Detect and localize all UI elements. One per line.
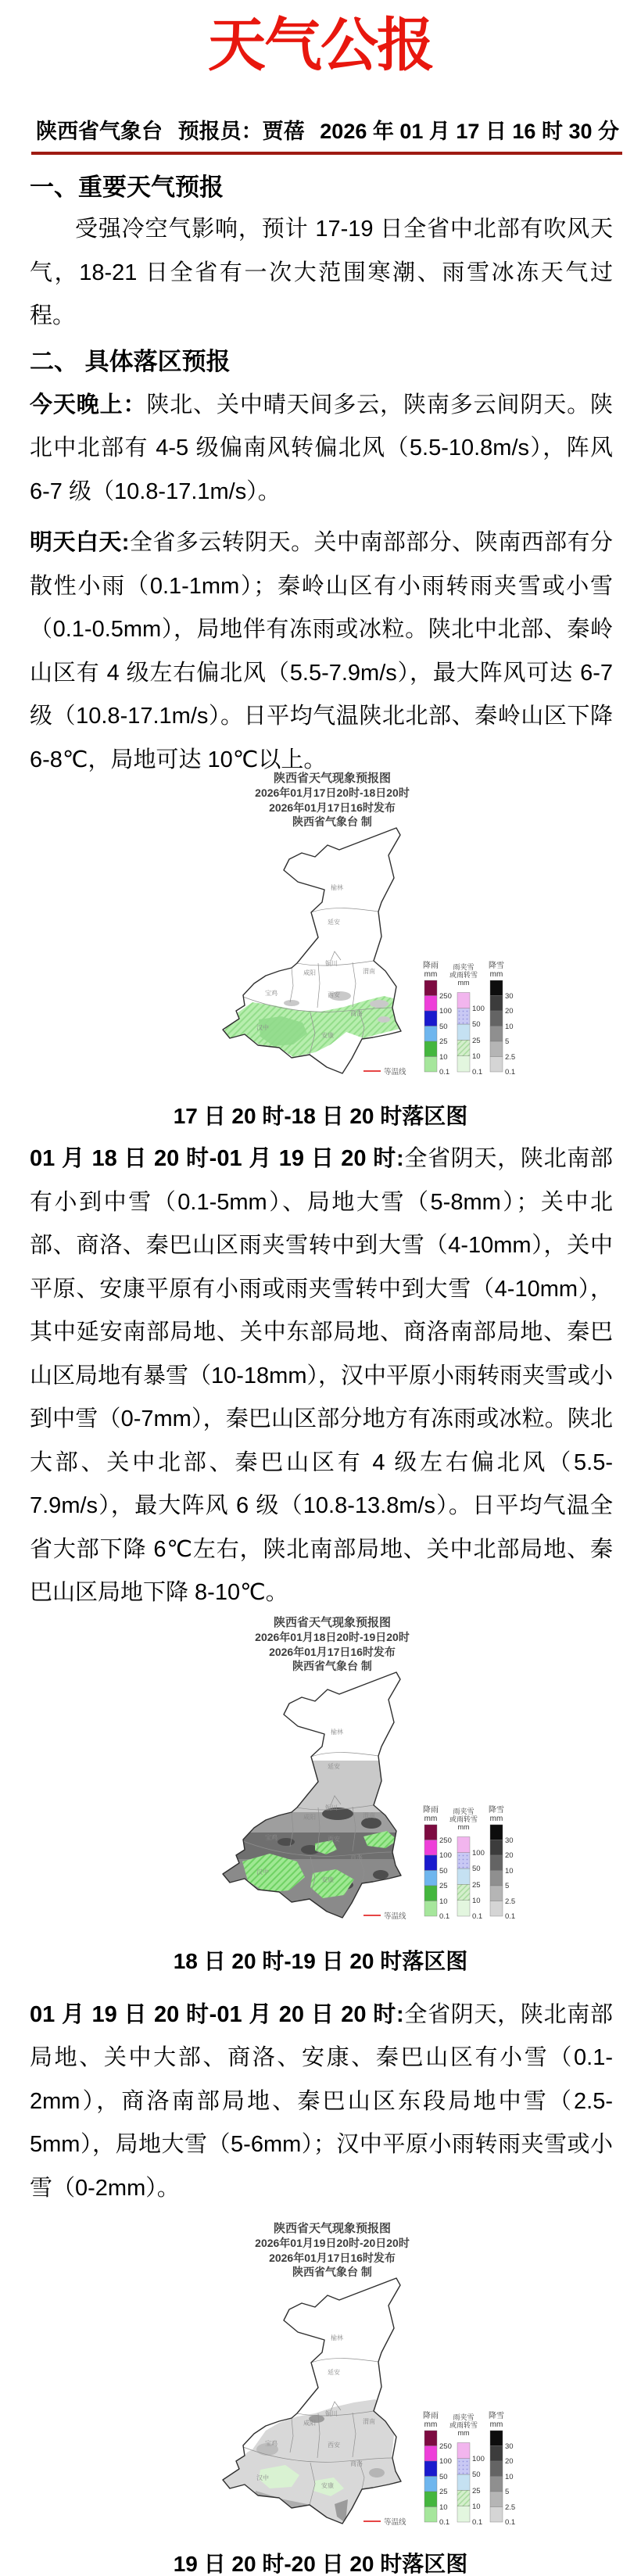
map-issue-time: 2026年01月17日16时发布 [269, 2252, 396, 2264]
day18-label: 01 月 18 日 20 时-01 月 19 日 20 时: [30, 1146, 404, 1171]
issue-datetime: 2026 年 01 月 17 日 16 时 30 分 [320, 120, 619, 143]
page-title: 天气公报 [208, 13, 433, 77]
map-valid-period: 2026年01月19日20时-20日20时 [255, 2237, 410, 2249]
tomorrow-text: 全省多云转阴天。关中南部部分、陕南西部有分散性小雨（0.1-1mm）；秦岭山区有小雨转雨夹雪或小雪（0.1-0.5mm），局地伴有冻雨或冰粒。陕北中北部、秦岭山区有 4 级左右偏北风（5.5-7.9m/s），最大阵风可达 6-7 级（10.8-17.1m/s）。日平均气温陕北北部、秦岭山区下降 6-8℃，局地可达 10℃以上。 [30, 530, 613, 772]
day18-text: 全省阴天，陕北南部有小到中雪（0.1-5mm）、局地大雪（5-8mm）；关中北部、商洛、秦巴山区雨夹雪转中到大雪（4-10mm），关中平原、安康平原有小雨或雨夹雪转中到大雪（4-10mm），其中延安南部局地、关中东部局地、商洛南部局地、秦巴山区局地有暴雪（10-18mm），汉中平原小雨转雨夹雪或小到中雪（0-7mm），秦巴山区部分地方有冻雨或冰粒。陕北大部、关中北部、秦巴山区有 4 级左右偏北风（5.5-7.9m/s），最大阵风 6 级（10.8-13.8m/s）。日平均气温全省大部下降 6℃左右，陕北南部局地、关中北部局地、秦巴山区局地下降 8-10℃。 [30, 1146, 613, 1605]
tonight-label: 今天晚上： [30, 392, 147, 417]
map-producer: 陕西省气象台 制 [292, 2266, 372, 2278]
day19-forecast-paragraph [30, 1994, 613, 2211]
precip-shading [215, 1761, 410, 1922]
tonight-forecast-paragraph [30, 384, 613, 514]
station-name: 陕西省气象台 [36, 120, 163, 143]
map1-caption: 17 日 20 时-18 日 20 时落区图 [173, 1104, 468, 1128]
forecaster: 预报员：贾蓓 [177, 120, 305, 143]
map-title: 陕西省天气现象预报图 [273, 1615, 392, 1629]
forecast-map-19-20 [106, 2221, 543, 2549]
map-title: 陕西省天气现象预报图 [273, 2222, 392, 2235]
map-issue-time: 2026年01月17日16时发布 [269, 1645, 396, 1658]
map-producer: 陕西省气象台 制 [292, 815, 372, 828]
day18-forecast-paragraph [30, 1138, 613, 1615]
day19-label: 01 月 19 日 20 时-01 月 20 日 20 时: [30, 2001, 404, 2027]
tomorrow-label: 明天白天: [30, 530, 130, 555]
bulletin-header [31, 114, 622, 155]
tonight-text: 陕北、关中晴天间多云，陕南多云间阴天。陕北中北部有 4-5 级偏南风转偏北风（5.5-10.8m/s），阵风 6-7 级（10.8-17.1m/s）。 [30, 392, 613, 504]
map-producer: 陕西省气象台 制 [292, 1659, 372, 1672]
forecast-map-18-19 [106, 1615, 543, 1944]
tomorrow-forecast-paragraph [30, 521, 613, 782]
map3-caption: 19 日 20 时-20 日 20 时落区图 [173, 2552, 468, 2576]
section2-heading: 二、 具体落区预报 [30, 347, 231, 375]
forecast-map-17-18 [106, 771, 543, 1099]
map2-caption: 18 日 20 时-19 日 20 时落区图 [173, 1948, 468, 1973]
important-forecast-paragraph: 受强冷空气影响，预计 17-19 日全省中北部有吹风天气，18-21 日全省有一次大范围寒潮、雨雪冰冻天气过程。 [30, 217, 613, 328]
map-valid-period: 2026年01月17日20时-18日20时 [255, 786, 410, 799]
section1-heading: 一、重要天气预报 [30, 174, 224, 201]
map-title: 陕西省天气现象预报图 [273, 772, 392, 785]
map-valid-period: 2026年01月18日20时-19日20时 [255, 1630, 410, 1643]
day19-text: 全省阴天，陕北南部局地、关中大部、商洛、安康、秦巴山区有小雪（0.1-2mm），商洛南部局地、秦巴山区东段局地中雪（2.5-5mm），局地大雪（5-6mm）；汉中平原小雨转雨夹雪或小雪（0-2mm）。 [30, 2001, 613, 2201]
map-issue-time: 2026年01月17日16时发布 [269, 801, 396, 814]
